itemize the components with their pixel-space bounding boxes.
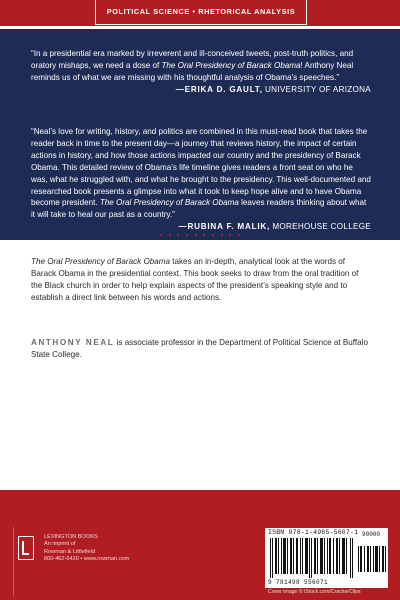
divider-dot [177,234,179,236]
endorser-affiliation: UNIVERSITY OF ARIZONA [265,84,371,94]
addon-barcode-icon [358,538,386,572]
category-banner: POLITICAL SCIENCE • RHETORICAL ANALYSIS [95,0,307,25]
quote-attribution [31,84,371,96]
publisher-logo-mark [22,541,29,555]
description-text: takes an in-depth, analytical look at the words of Barack Obama in the presidential context. This book seeks to draw from the oral tradition of the Black church in order to help explain aspects of the president’s speaking style and to establish a direct link between his words and actions. [31,257,359,302]
quote-text [31,48,371,84]
quote-text-part: leaves readers thinking about what it will take to heal our past as a country.” [31,198,367,220]
quote-text-part: “In a presidential era marked by irreverent and ill-conceived tweets, post-truth politics, and oratory mishaps, we need a dose of [31,49,354,70]
divider-dot [229,234,231,236]
divider-dot [221,234,223,236]
divider-dot [160,234,162,236]
endorsement-quote [31,126,371,233]
author-bio-text: is associate professor in the Department of Political Science at Buffalo State College. [31,338,368,359]
publisher-imprint-line: An imprint of [44,541,76,548]
barcode-digits: 9 781498 556071 [268,579,329,586]
dotted-divider [160,234,240,238]
publisher-name: LEXINGTON BOOKS [44,534,98,540]
description-book-title: The Oral Presidency of Barack Obama [31,257,171,266]
quote-book-title: The Oral Presidency of Barack Obama [99,198,239,208]
book-description [31,256,371,304]
barcode-icon [270,538,354,578]
publisher-logo-icon [18,536,34,560]
quote-attribution [31,221,371,233]
quote-text-part: “Neal’s love for writing, history, and politics are combined in this must-read book that takes the reader back in time to the present day—a journey that reviews history, the impact of certain actions in history, and how those actions impacted our country and the presidency of Barack Obama. This detailed review of Obama’s life timeline gives readers a front seat on who he was, what he struggled with, and what he brought to the presidency. This well-documented and researched book presents a glimpse into what it took to keep hope alive and to have Obama become president. [31,127,371,208]
author-bio [31,337,371,361]
divider-dot [203,234,205,236]
divider-dot [169,234,171,236]
quote-text-part: ! Anthony Neal reminds us of what we are missing with his thoughtful analysis of Obama’s speeches.” [31,60,354,82]
cover-image-credit: Cover image © iStock.com/CrackerClips [268,589,361,595]
barcode-addon-digits: 90000 [362,531,381,538]
endorser-name: —ERIKA D. GAULT, [175,84,263,94]
publisher-info [44,534,194,564]
isbn-label: ISBN 978-1-4985-5607-1 [268,529,359,536]
endorser-name: —RUBINA F. MALIK, [178,222,271,232]
quote-book-title: The Oral Presidency of Barack Obama [161,60,301,70]
quote-text [31,126,371,221]
author-name: ANTHONY NEAL [31,338,115,347]
divider-dot [186,234,188,236]
divider-dot [212,234,214,236]
divider-dot [195,234,197,236]
divider-dot [238,234,240,236]
publisher-parent: Rowman & Littlefield [44,548,95,555]
endorsement-quote [31,48,371,96]
publisher-contact: 800-462-6420 • www.rowman.com [44,556,130,563]
endorser-affiliation: MOREHOUSE COLLEGE [272,222,371,232]
